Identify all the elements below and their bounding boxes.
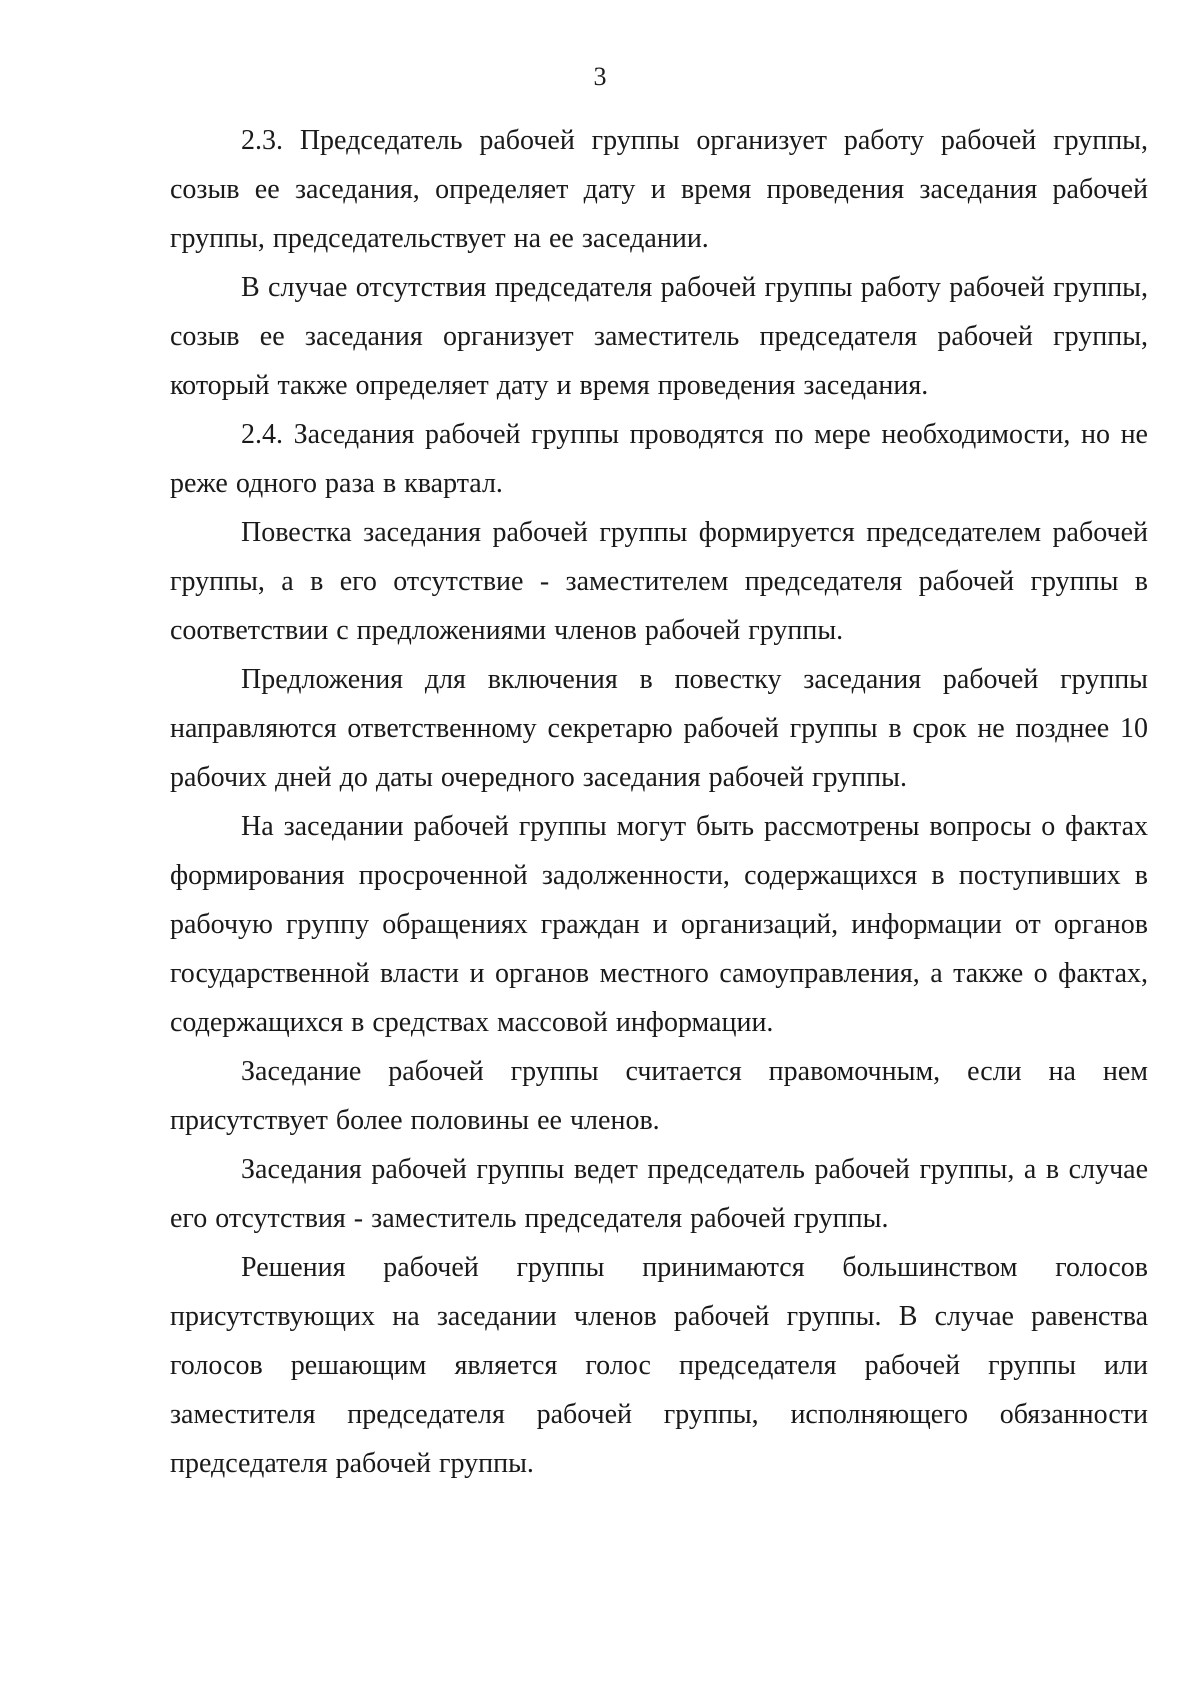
paragraph-meeting-chair: Заседания рабочей группы ведет председатель рабочей группы, а в случае его отсутствия - заместитель председателя рабочей группы. (170, 1154, 1148, 1234)
paragraph-quorum: Заседание рабочей группы считается правомочным, если на нем присутствует более половины ее членов. (170, 1056, 1148, 1136)
paragraph-2-4: 2.4. Заседания рабочей группы проводятся по мере необходимости, но не реже одного раза в квартал. (170, 419, 1148, 499)
paragraph-decisions: Решения рабочей группы принимаются большинством голосов присутствующих на заседании членов рабочей группы. В случае равенства голосов решающим является голос председателя рабочей группы или заместителя председателя рабочей группы, исполняющего обязанности председателя рабочей группы. (170, 1252, 1148, 1479)
page-number: 3 (593, 62, 607, 91)
paragraph-chair-absence: В случае отсутствия председателя рабочей группы работу рабочей группы, созыв ее заседания организует заместитель председателя рабочей группы, который также определяет дату и время проведения заседания. (170, 272, 1148, 401)
paragraph-agenda: Повестка заседания рабочей группы формируется председателем рабочей группы, а в его отсутствие - заместителем председателя рабочей группы в соответствии с предложениями членов рабочей группы. (170, 517, 1148, 646)
document-body (170, 116, 1148, 1488)
paragraph-2-3: 2.3. Председатель рабочей группы организует работу рабочей группы, созыв ее заседания, определяет дату и время проведения заседания рабочей группы, председательствует на ее заседании. (170, 125, 1148, 254)
paragraph-proposals: Предложения для включения в повестку заседания рабочей группы направляются ответственному секретарю рабочей группы в срок не позднее 10 рабочих дней до даты очередного заседания рабочей группы. (170, 664, 1148, 793)
paragraph-meeting-topics: На заседании рабочей группы могут быть рассмотрены вопросы о фактах формирования просроченной задолженности, содержащихся в поступивших в рабочую группу обращениях граждан и организаций, информации от органов государственной власти и органов местного самоуправления, а также о фактах, содержащихся в средствах массовой информации. (170, 811, 1148, 1038)
